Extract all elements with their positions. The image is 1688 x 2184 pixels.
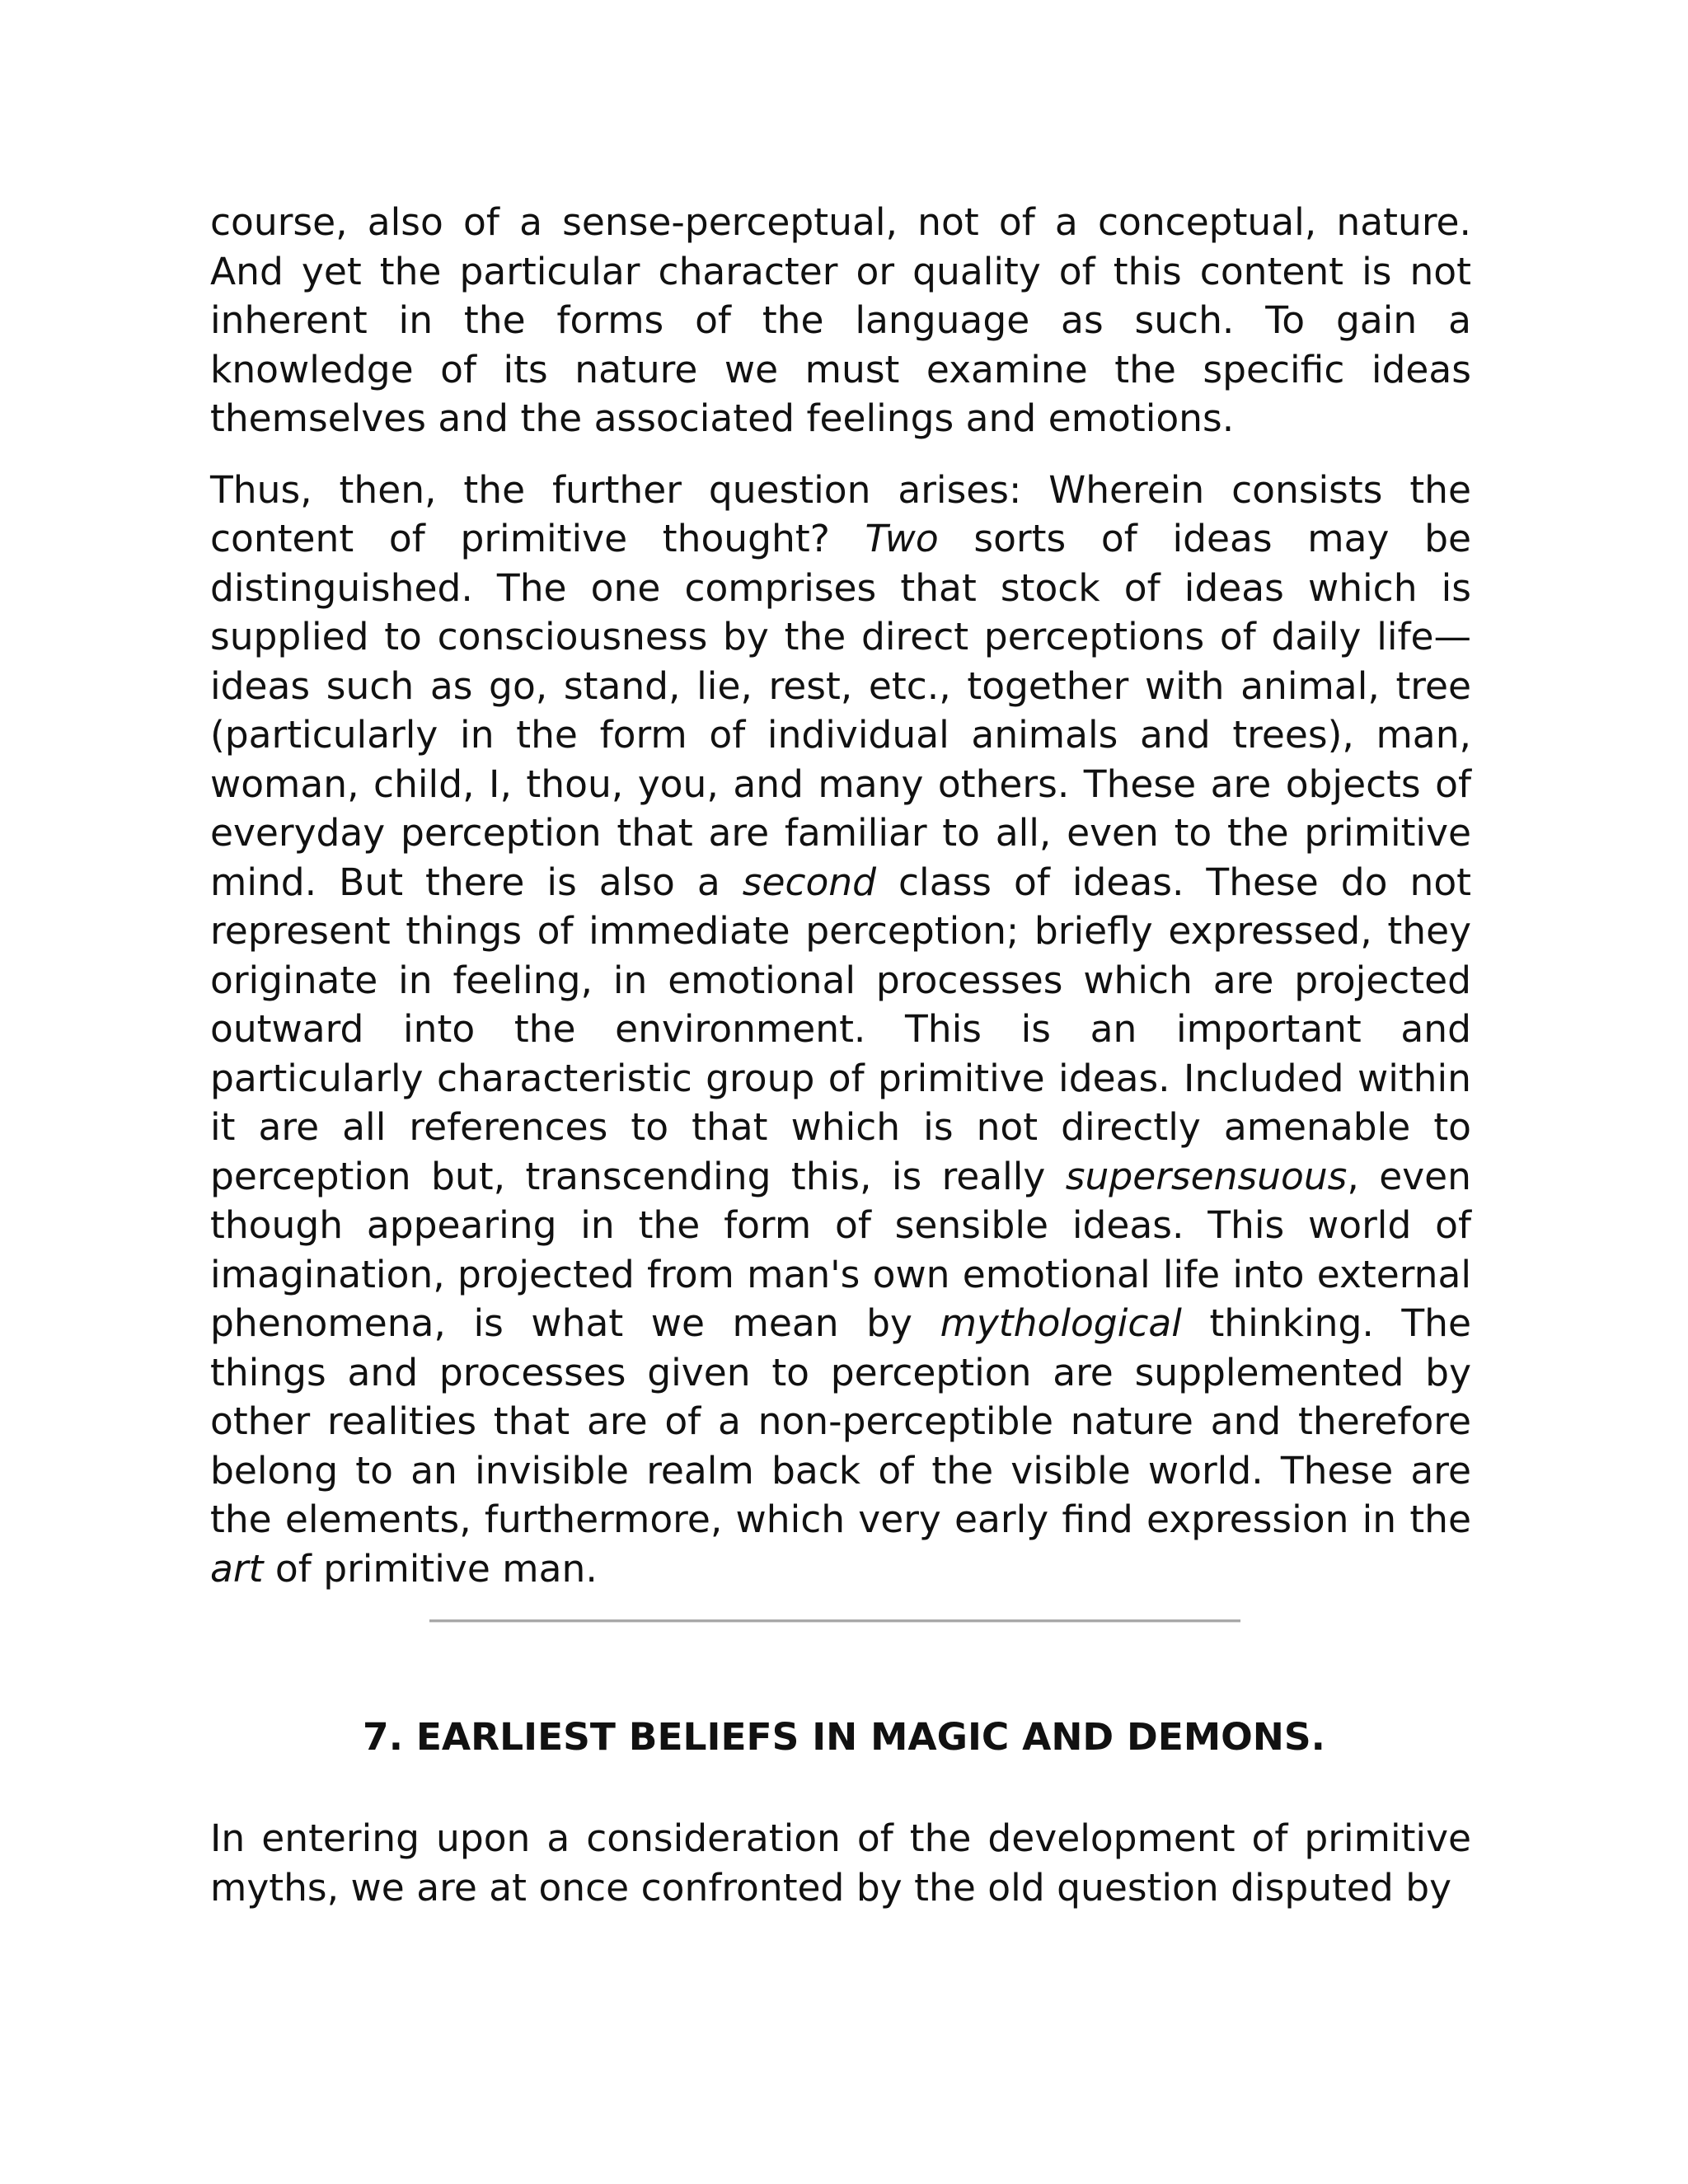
section-divider [429,1619,1240,1623]
paragraph: course, also of a sense-perceptual, not of a conceptual, nature. And yet the particular character or quality of this content is not inherent in the forms of the language as such. To gain a knowledge of its nature we must examine the specific ideas themselves and the associated feelings and emotions. [210,200,1471,440]
text-run: , even though appearing in the form of sensible ideas. This world of imagination, projected from man's own emotional life into external phenomena, is what we mean by [210,1154,1471,1345]
body-text [210,198,1471,1593]
text-run: Thus, then, the further question arises: Wherein consists the content of primitive thought? [210,467,1471,560]
text-run: sorts of ideas may be distinguished. The one comprises that stock of ideas which is supplied to consciousness by the direct perceptions of daily life—ideas such as go, stand, lie, rest, etc., together with animal, tree (particularly in the form of individual animals and trees), man, woman, child, I, thou, you, and many others. These are objects of everyday perception that are familiar to all, even to the primitive mind. But there is also a [210,517,1471,904]
text-run: thinking. The things and processes given to perception are supplemented by other realities that are of a non-perceptible nature and therefore belong to an invisible realm back of the visible world. These are the elements, furthermore, which very early find expression in the [210,1301,1471,1541]
section-heading: 7. EARLIEST BELIEFS IN MAGIC AND DEMONS. [363,1715,1325,1759]
emphasis: supersensuous [1065,1154,1348,1198]
text-run: of primitive man. [263,1546,598,1591]
emphasis: second [742,860,877,904]
emphasis: mythological [940,1301,1182,1345]
text-run: class of ideas. These do not represent things of immediate perception; briefly expressed, they originate in feeling, in emotional processes which are projected outward into the environment. This is an important and particularly characteristic group of primitive ideas. Included within it are all references to that which is not directly amenable to perception but, transcending this, is really [210,860,1471,1198]
section-body-text [210,1814,1471,1912]
emphasis: Two [865,517,939,560]
paragraph: In entering upon a consideration of the development of primitive myths, we are at once confronted by the old question disputed by [210,1816,1471,1910]
paragraph [210,466,1471,1594]
emphasis: art [210,1546,264,1591]
